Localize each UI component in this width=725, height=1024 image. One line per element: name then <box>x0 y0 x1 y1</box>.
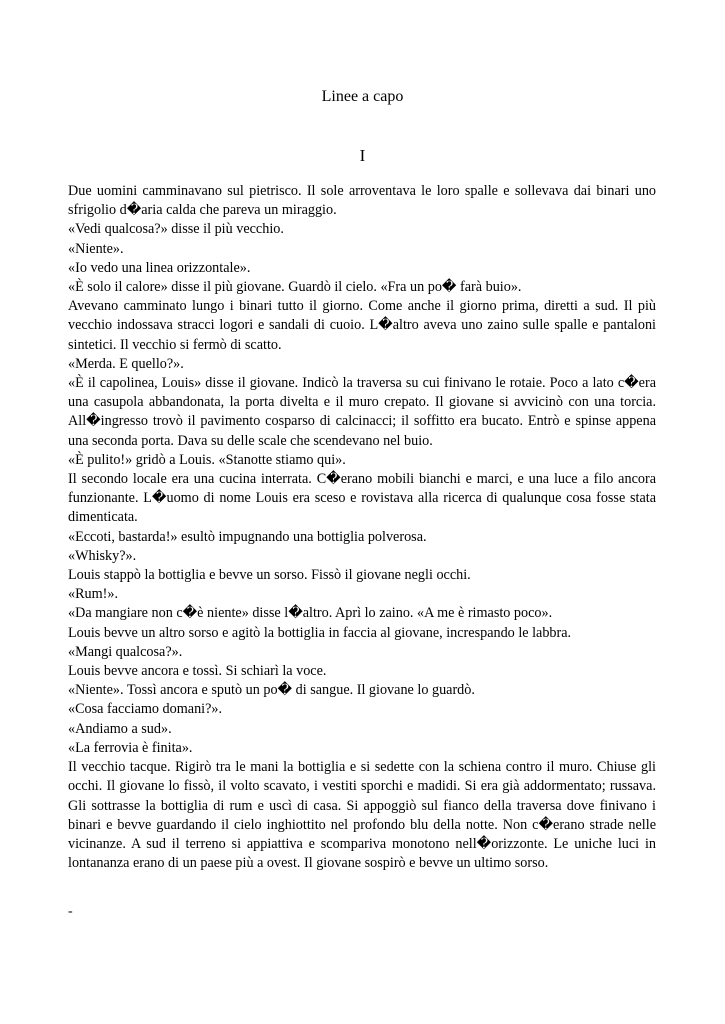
paragraph: Il vecchio tacque. Rigirò tra le mani la bottiglia e si sedette con la schiena contro il muro. Chiuse gli occhi. Il giovane lo fissò, il volto scavato, i vestiti sporchi e madidi. Si era già addormentato; russava. Gli sottrasse la bottiglia di rum e uscì di casa. Si appoggiò sul fianco della traversa dove finivano i binari e bevve guardando il cielo inghiottito nel profondo blu della notte. Non c�erano strade nelle vicinanze. A sud il terreno si appiattiva e scompariva monotono nell�orizzonte. Le uniche luci in lontananza erano di un paese più a ovest. Il giovane sospirò e bevve un ultimo sorso. <box>68 759 656 872</box>
paragraph: Avevano camminato lungo i binari tutto il giorno. Come anche il giorno prima, diretti a sud. Il più vecchio indossava stracci logori e sandali di cuoio. L�altro aveva uno zaino sulle spalle e pantaloni sintetici. Il vecchio si fermò di scatto. <box>68 298 656 353</box>
paragraph: «Whisky?». <box>68 547 137 564</box>
paragraph: «Merda. E quello?». <box>68 355 184 372</box>
chapter-heading: I <box>359 146 366 165</box>
paragraph: Louis stappò la bottiglia e bevve un sorso. Fissò il giovane negli occhi. <box>68 567 471 584</box>
paragraph: Il secondo locale era una cucina interrata. C�erano mobili bianchi e marci, e una luce a filo ancora funzionante. L�uomo di nome Louis era sceso e rovistava alla ricerca di qualunque cosa fosse stata dimenticata. <box>68 471 656 526</box>
paragraph: «È il capolinea, Louis» disse il giovane. Indicò la traversa su cui finivano le rotaie. Poco a lato c�era una casupola abbandonata, la porta divelta e il muro crepato. Il giovane si avvicinò con una torcia. All�ingresso trovò il pavimento cosparso di calcinacci; il soffitto era bucato. Entrò e spinse appena una seconda porta. Dava su delle scale che scendevano nel buio. <box>68 375 656 449</box>
paragraph: «Mangi qualcosa?». <box>68 643 183 660</box>
paragraph: «Eccoti, bastarda!» esultò impugnando una bottiglia polverosa. <box>68 528 427 545</box>
paragraph: Louis bevve un altro sorso e agitò la bottiglia in faccia al giovane, increspando le labbra. <box>68 624 572 641</box>
paragraph: «È pulito!» gridò a Louis. «Stanotte stiamo qui». <box>68 451 346 468</box>
paragraph: «La ferrovia è finita». <box>68 739 193 756</box>
paragraph: «Niente». Tossì ancora e sputò un po� di sangue. Il giovane lo guardò. <box>68 682 475 699</box>
document-title <box>0 86 725 108</box>
paragraph: «Rum!». <box>68 586 119 603</box>
title-text: Linee a capo <box>321 88 404 105</box>
paragraph: Due uomini camminavano sul pietrisco. Il sole arroventava le loro spalle e sollevava dai binari uno sfrigolio d�aria calda che pareva un miraggio. <box>68 183 656 219</box>
paragraph: «Andiamo a sud». <box>68 720 172 737</box>
paragraph: «Cosa facciamo domani?». <box>68 701 223 718</box>
paragraph: «Vedi qualcosa?» disse il più vecchio. <box>68 221 284 238</box>
paragraph: «Io vedo una linea orizzontale». <box>68 259 251 276</box>
paragraph: «Niente». <box>68 240 124 257</box>
paragraph: «È solo il calore» disse il più giovane. Guardò il cielo. «Fra un po� farà buio». <box>68 279 522 296</box>
body-text <box>68 182 656 873</box>
footnote-mark: - <box>68 904 73 919</box>
paragraph: «Da mangiare non c�è niente» disse l�altro. Aprì lo zaino. «A me è rimasto poco». <box>68 605 553 622</box>
paragraph: Louis bevve ancora e tossì. Si schiarì la voce. <box>68 663 327 680</box>
